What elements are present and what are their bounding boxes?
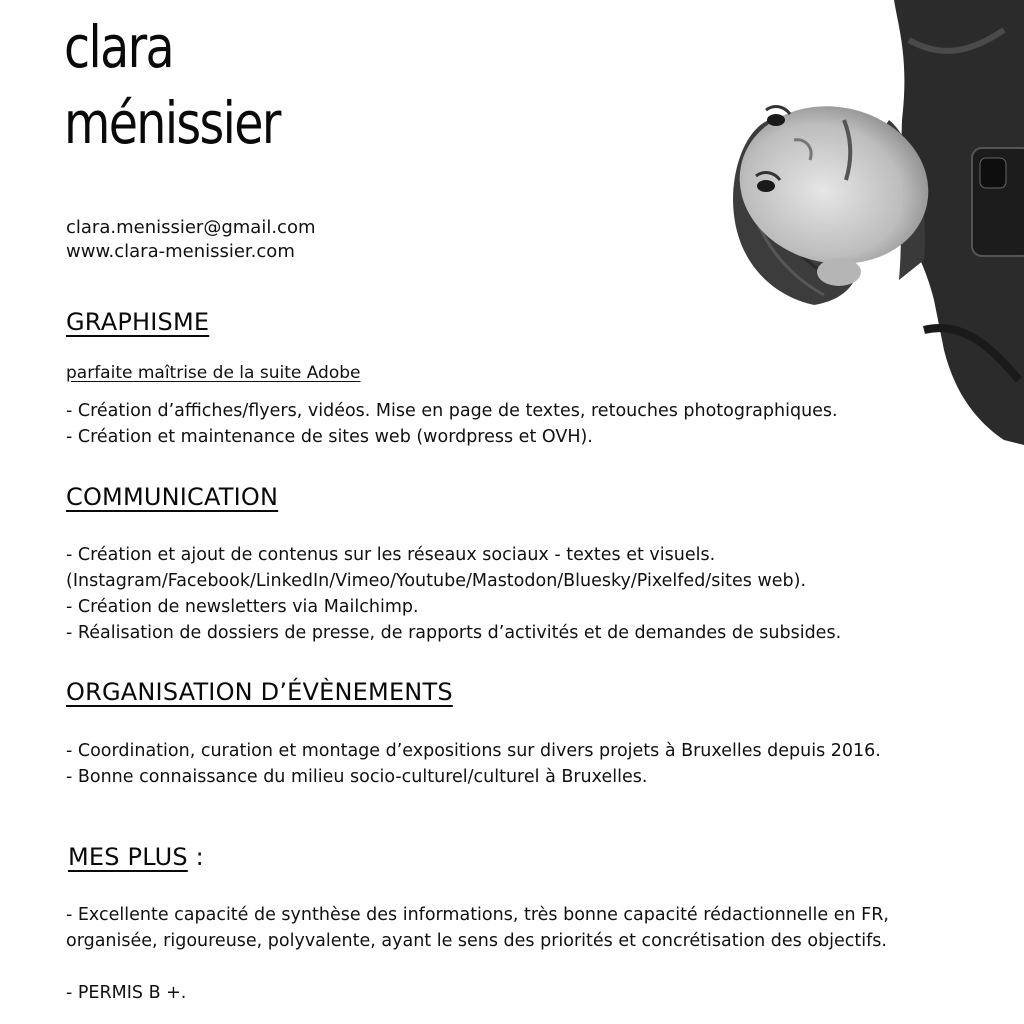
name-first: clara bbox=[64, 13, 174, 81]
contact-block bbox=[66, 216, 316, 264]
section-heading-plus bbox=[68, 845, 204, 869]
permis-line: - PERMIS B +. bbox=[66, 983, 187, 1003]
section-heading-communication bbox=[66, 485, 278, 509]
list-item: - Création et ajout de contenus sur les réseaux sociaux - textes et visuels. bbox=[66, 545, 716, 565]
contact-email[interactable]: clara.menissier@gmail.com bbox=[66, 217, 316, 238]
communication-list bbox=[66, 542, 841, 646]
list-item: organisée, rigoureuse, polyvalente, ayant le sens des priorités et concrétisation des objectifs. bbox=[66, 931, 887, 951]
list-item: - Bonne connaissance du milieu socio-culturel/culturel à Bruxelles. bbox=[66, 767, 648, 787]
heading-suffix: : bbox=[187, 843, 204, 871]
portrait-photo bbox=[674, 0, 1024, 445]
heading-text: MES PLUS bbox=[68, 843, 188, 871]
list-item: - Réalisation de dossiers de presse, de rapports d’activités et de demandes de subsides. bbox=[66, 623, 842, 643]
list-item: - Création d’affiches/flyers, vidéos. Mise en page de textes, retouches photographiques. bbox=[66, 401, 838, 421]
heading-text: ORGANISATION D’ÉVÈNEMENTS bbox=[66, 678, 453, 706]
section-heading-evenements bbox=[66, 680, 453, 704]
heading-text: COMMUNICATION bbox=[66, 483, 279, 511]
list-item: (Instagram/Facebook/LinkedIn/Vimeo/Youtube/Mastodon/Bluesky/Pixelfed/sites web). bbox=[66, 571, 807, 591]
graphisme-list bbox=[66, 398, 838, 450]
list-item: - Coordination, curation et montage d’expositions sur divers projets à Bruxelles depuis 2016. bbox=[66, 741, 881, 761]
name-last: ménissier bbox=[64, 89, 280, 157]
section-heading-graphisme bbox=[66, 310, 209, 334]
list-item: - Excellente capacité de synthèse des informations, très bonne capacité rédactionnelle en FR, bbox=[66, 905, 889, 925]
list-item: - Création et maintenance de sites web (wordpress et OVH). bbox=[66, 427, 593, 447]
evenements-list bbox=[66, 738, 881, 790]
heading-text: GRAPHISME bbox=[66, 308, 210, 336]
subheading-adobe: parfaite maîtrise de la suite Adobe bbox=[66, 363, 361, 383]
contact-website[interactable]: www.clara-menissier.com bbox=[66, 241, 295, 262]
plus-list bbox=[66, 902, 889, 954]
list-item: - Création de newsletters via Mailchimp. bbox=[66, 597, 419, 617]
